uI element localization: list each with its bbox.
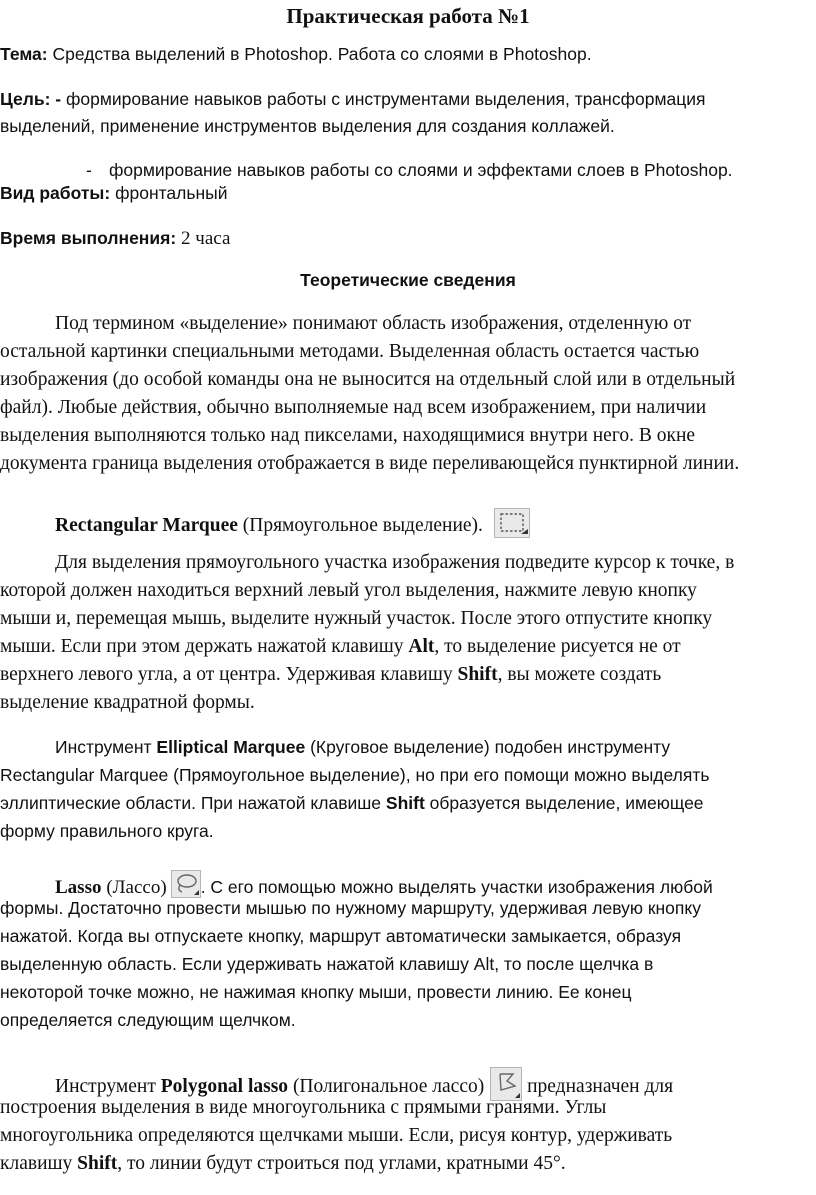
intro-line-6: документа граница выделения отображается в виде переливающейся пунктирной линии. (0, 453, 740, 474)
rect-line-4 (0, 636, 681, 658)
theory-heading: Теоретические сведения (300, 270, 516, 290)
lasso-line-4: выделенную область. Если удерживать нажатой клавишу Alt, то после щелчка в (0, 954, 654, 974)
poly-line-4-a: клавишу (0, 1153, 78, 1174)
intro-line-3: изображения (до особой команды она не выносится на отдельный слой или в отдельный (0, 369, 736, 390)
poly-line-4-b: , то линии будут строиться под углами, кратными 45°. (117, 1153, 566, 1174)
lasso-icon (171, 870, 201, 898)
rect-line-4-a: мыши. Если при этом держать нажатой клавишу (0, 636, 409, 657)
topic-value: Средства выделений в Photoshop. Работа со слоями в Photoshop. (52, 44, 592, 64)
ellipse-line-1-a: Инструмент (55, 737, 157, 757)
poly-line-1-b: предназначен для (522, 1076, 674, 1097)
key-shift: Shift (77, 1153, 118, 1174)
key-shift: Shift (385, 793, 425, 813)
ellipse-line-3-b: образуется выделение, имеющее (424, 793, 704, 813)
poly-line-1-a: Инструмент (55, 1076, 161, 1097)
topic-line (0, 44, 592, 65)
intro-line-4: файл). Любые действия, обычно выполняемые над всем изображением, при наличии (0, 397, 707, 418)
topic-label: Тема: (0, 44, 48, 64)
goal-text-1: формирование навыков работы с инструментами выделения, трансформация (66, 89, 706, 109)
goal-line-2: выделений, применение инструментов выделения для создания коллажей. (0, 116, 615, 136)
lasso-line-2: формы. Достаточно провести мышью по нужному маршруту, удерживая левую кнопку (0, 898, 701, 918)
rect-tool-desc: (Прямоугольное выделение). (242, 515, 483, 536)
poly-line-4 (0, 1153, 566, 1175)
lasso-line-1-b: . С его помощью можно выделять участки изображения любой (200, 877, 713, 897)
time-label: Время выполнения: (0, 228, 177, 248)
ellipse-line-3-a: эллиптические области. При нажатой клавише (0, 793, 386, 813)
intro-line-5: выделения выполняются только над пикселами, находящимися внутри него. В окне (0, 425, 696, 446)
time-value: 2 часа (181, 228, 231, 249)
poly-line-3: многоугольника определяются щелчками мыши. Если, рисуя контур, удерживать (0, 1125, 673, 1146)
poly-tool-desc: (Полигональное лассо) (288, 1076, 485, 1097)
key-alt: Alt (408, 636, 435, 657)
lasso-line-3: нажатой. Когда вы отпускаете кнопку, маршрут автоматически замыкается, образуя (0, 926, 682, 946)
rect-line-1: Для выделения прямоугольного участка изображения подведите курсор к точке, в (55, 552, 735, 573)
page-title: Практическая работа №1 (286, 4, 530, 28)
goal-item-2: формирование навыков работы со слоями и эффектами слоев в Photoshop. (109, 160, 733, 180)
intro-line-2: остальной картинки специальными методами. Выделенная область остается частью (0, 341, 700, 362)
lasso-line-6: определяется следующим щелчком. (0, 1010, 296, 1030)
rect-line-5 (0, 664, 661, 686)
rect-line-4-b: , то выделение рисуется не от (434, 636, 681, 657)
key-shift: Shift (457, 664, 498, 685)
work-type-line (0, 183, 228, 204)
goal-dash: - (86, 160, 92, 180)
work-type-value: фронтальный (115, 183, 228, 203)
ellipse-line-1 (55, 737, 670, 758)
poly-line-2: построения выделения в виде многоугольника с прямыми гранями. Углы (0, 1097, 607, 1118)
ellipse-line-1-b: (Круговое выделение) подобен инструменту (305, 737, 671, 757)
lasso-line-5: некоторой точке можно, не нажимая кнопку мыши, провести линию. Ее конец (0, 982, 632, 1002)
rect-line-2: которой должен находиться верхний левый угол выделения, нажмите левую кнопку (0, 580, 697, 601)
ellipse-line-4: форму правильного круга. (0, 821, 214, 841)
lasso-line-1 (55, 870, 713, 899)
rect-line-6: выделение квадратной формы. (0, 692, 255, 713)
goal-label: Цель: - (0, 89, 62, 109)
polygonal-lasso-icon (490, 1067, 522, 1101)
rect-tool-name: Rectangular Marquee (55, 515, 238, 536)
rect-line-5-a: верхнего левого угла, а от центра. Удерживая клавишу (0, 664, 458, 685)
ellipse-line-2: Rectangular Marquee (Прямоугольное выделение), но при его помощи можно выделять (0, 765, 710, 785)
goal-line-1 (0, 89, 706, 110)
rectangular-marquee-icon (494, 508, 530, 538)
lasso-tool-desc: (Лассо) (106, 877, 167, 898)
poly-tool-name: Polygonal lasso (160, 1076, 289, 1097)
intro-line-1: Под термином «выделение» понимают область изображения, отделенную от (55, 313, 692, 334)
ellipse-tool-name: Elliptical Marquee (156, 737, 306, 757)
poly-line-1 (55, 1067, 673, 1101)
ellipse-line-3 (0, 793, 704, 814)
work-type-label: Вид работы: (0, 183, 111, 203)
time-line (0, 228, 230, 250)
rect-heading-line (55, 508, 530, 538)
rect-line-3: мыши и, перемещая мышь, выделите нужный участок. После этого отпустите кнопку (0, 608, 713, 629)
lasso-tool-name: Lasso (55, 877, 102, 898)
rect-line-5-b: , вы можете создать (497, 664, 662, 685)
